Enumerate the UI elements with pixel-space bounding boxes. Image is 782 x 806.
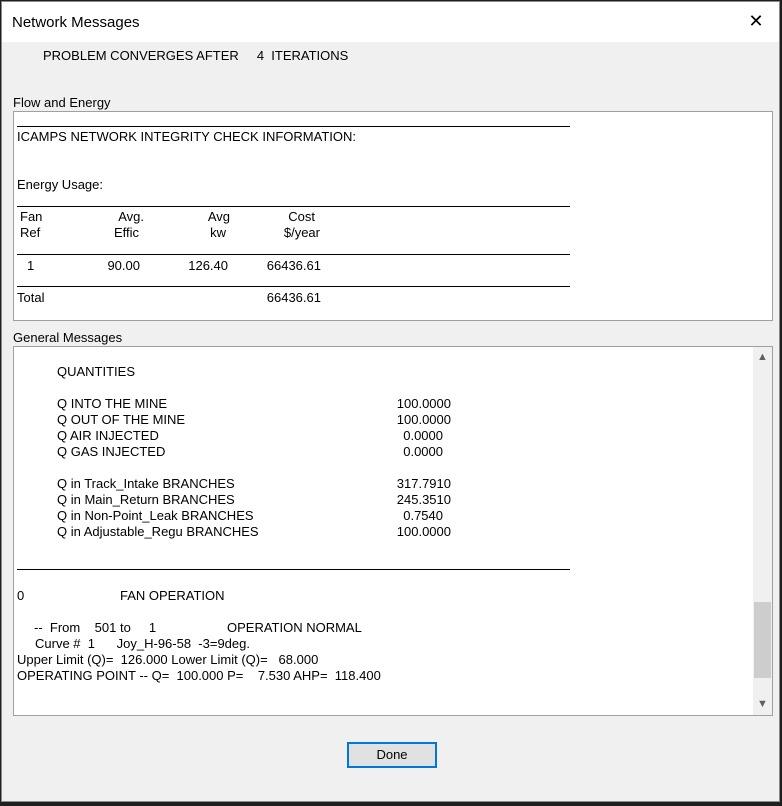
title-bar (2, 2, 779, 42)
quantity-label: Q in Track_Intake BRANCHES (57, 476, 235, 491)
col-header-effic-sub: Effic (113, 225, 139, 240)
fan-operation-number: 0 (17, 588, 25, 603)
convergence-message: PROBLEM CONVERGES AFTER 4 ITERATIONS (43, 48, 349, 63)
flow-energy-label: Flow and Energy (13, 95, 111, 110)
operating-point-line: OPERATING POINT -- Q= 100.000 P= 7.530 AHP= 118.400 (17, 668, 381, 683)
quantity-value: 0.0000 (403, 428, 443, 443)
col-header-fan: Fan (20, 209, 43, 224)
quantity-label: Q in Non-Point_Leak BRANCHES (57, 508, 254, 523)
col-header-kw: Avg (207, 209, 230, 224)
quantity-value: 245.3510 (396, 492, 451, 507)
fan-from-line: -- From 501 to 1 (34, 620, 157, 635)
vertical-scrollbar[interactable] (753, 347, 772, 715)
quantity-value: 0.0000 (403, 444, 443, 459)
quantity-value: 100.0000 (396, 412, 451, 427)
quantity-value: 317.7910 (396, 476, 451, 491)
col-header-fan-sub: Ref (20, 225, 41, 240)
row-cost: 66436.61 (266, 258, 321, 273)
quantity-label: Q GAS INJECTED (57, 444, 166, 459)
curve-line: Curve # 1 Joy_H-96-58 -3=9deg. (35, 636, 250, 651)
col-header-cost-sub: $/year (283, 225, 320, 240)
col-header-kw-sub: kw (210, 225, 226, 240)
col-header-effic: Avg. (118, 209, 144, 224)
general-messages-panel[interactable] (13, 346, 773, 716)
operation-status: OPERATION NORMAL (227, 620, 362, 635)
network-messages-dialog (1, 1, 780, 802)
quantity-label: Q INTO THE MINE (57, 396, 168, 411)
quantity-value: 100.0000 (396, 524, 451, 539)
done-button[interactable]: Done (347, 742, 437, 768)
divider (17, 254, 570, 255)
fan-operation-title: FAN OPERATION (120, 588, 225, 603)
quantity-label: Q AIR INJECTED (57, 428, 159, 443)
scroll-thumb[interactable] (754, 602, 771, 678)
general-messages-label: General Messages (13, 330, 123, 345)
close-icon[interactable]: ✕ (748, 11, 764, 31)
quantity-value: 0.7540 (403, 508, 443, 523)
integrity-heading: ICAMPS NETWORK INTEGRITY CHECK INFORMATION: (17, 129, 356, 144)
flow-energy-panel (13, 111, 773, 321)
total-cost: 66436.61 (266, 290, 321, 305)
scroll-up-icon[interactable]: ▲ (757, 351, 768, 363)
row-kw: 126.40 (188, 258, 228, 273)
total-label: Total (17, 290, 45, 305)
quantities-title: QUANTITIES (57, 364, 136, 379)
row-fan-ref: 1 (27, 258, 35, 273)
quantity-label: Q in Main_Return BRANCHES (57, 492, 235, 507)
limits-line: Upper Limit (Q)= 126.000 Lower Limit (Q)= 68.000 (17, 652, 319, 667)
col-header-cost: Cost (288, 209, 315, 224)
quantity-label: Q in Adjustable_Regu BRANCHES (57, 524, 259, 539)
divider (17, 206, 570, 207)
window-title: Network Messages (12, 14, 140, 31)
scroll-down-icon[interactable]: ▼ (757, 698, 768, 710)
divider (17, 126, 570, 127)
divider (17, 286, 570, 287)
quantity-label: Q OUT OF THE MINE (57, 412, 186, 427)
row-effic: 90.00 (107, 258, 140, 273)
quantity-value: 100.0000 (396, 396, 451, 411)
divider (17, 569, 570, 570)
energy-usage-label: Energy Usage: (17, 177, 103, 192)
